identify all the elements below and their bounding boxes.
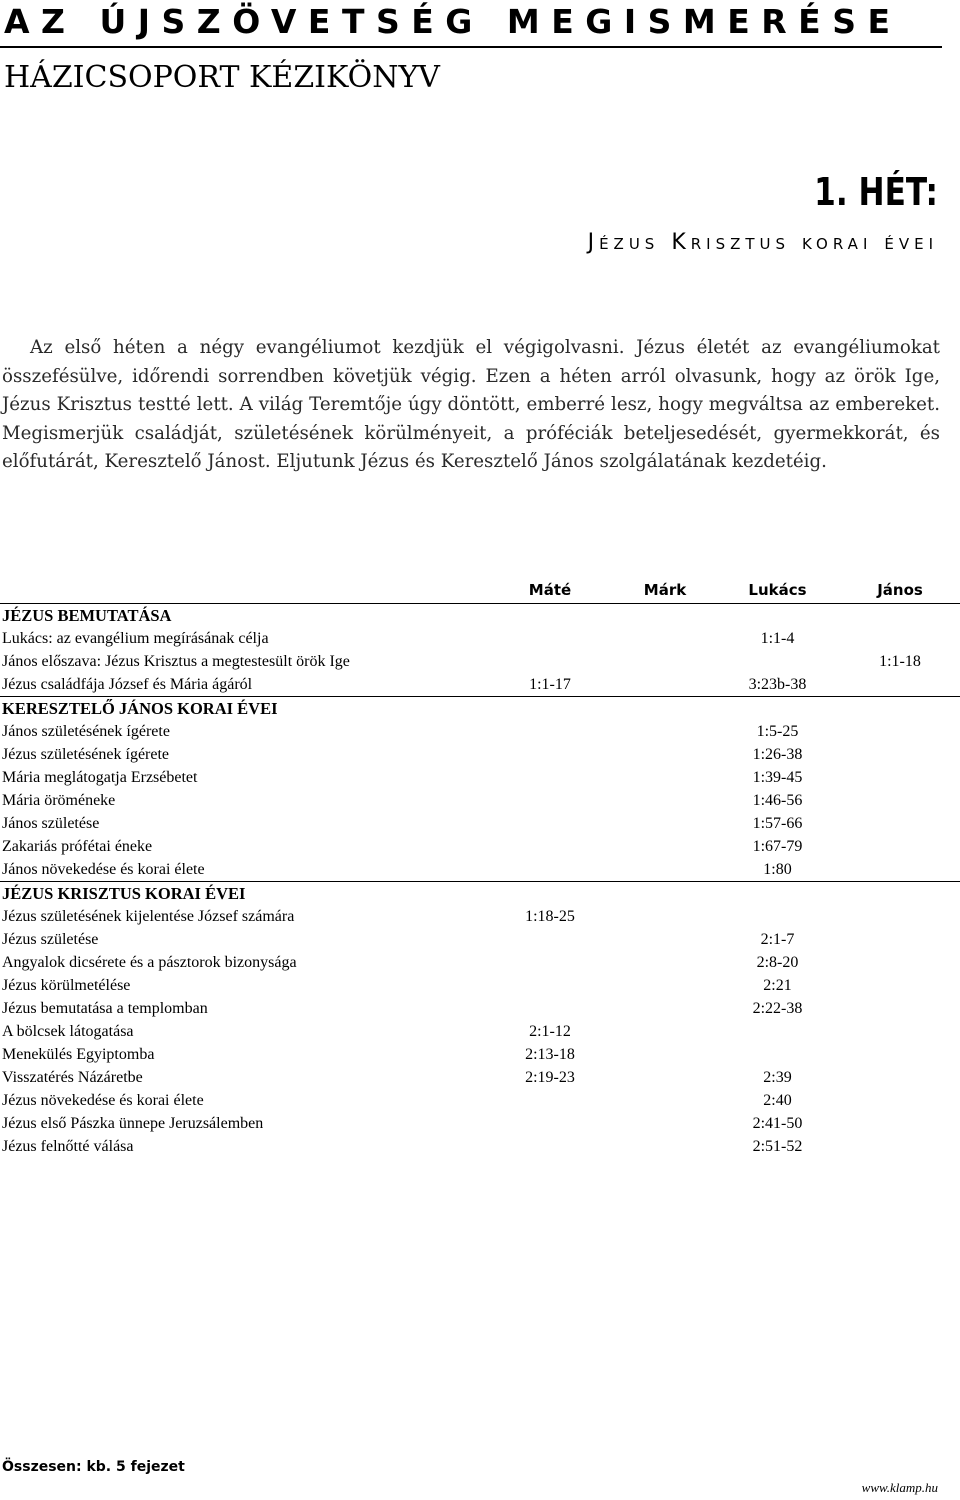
cell-mate: 1:1-17 — [529, 676, 571, 693]
cell-mate — [485, 743, 615, 766]
passage-label: Mária meglátogatja Erzsébetet — [2, 769, 198, 786]
cell-lukacs: 2:51-52 — [752, 1138, 803, 1155]
passage-label: Jézus körülmetélése — [2, 977, 131, 994]
section-title: JÉZUS KRISZTUS KORAI ÉVEI — [0, 882, 960, 906]
column-header-janos: János — [840, 578, 960, 604]
table-row — [0, 1089, 960, 1112]
cell-mate — [485, 997, 615, 1020]
total-chapters: Összesen: kb. 5 fejezet — [2, 1459, 185, 1475]
table-header-row — [0, 578, 960, 604]
intro-paragraph: Az első héten a négy evangéliumot kezdjük el végigolvasni. Jézus életét az evangéliumokat összefésülve, időrendi sorrendben követjük végig. Ezen a héten arról olvasunk, hogy az örök Ige, Jézus Krisztus testté lett. A világ Teremtője úgy döntött, emberré lesz, hogy megváltsa az embereket. Megismerjük családját, születésének körülményeit, a próféciák beteljesedését, gyermekkorát, és előfutárát, Keresztelő Jánost. Eljutunk Jézus és Keresztelő János szolgálatának kezdetéig. — [2, 337, 940, 472]
cell-lukacs: 2:8-20 — [756, 954, 799, 971]
cell-janos — [840, 789, 960, 812]
table-row — [0, 766, 960, 789]
cell-janos — [840, 835, 960, 858]
passage-label: Jézus növekedése és korai élete — [2, 1092, 204, 1109]
table-row — [0, 1043, 960, 1066]
passage-label: Jézus születésének kijelentése József számára — [2, 908, 295, 925]
cell-mark — [615, 1066, 715, 1089]
cell-janos — [840, 858, 960, 882]
cell-lukacs: 1:1-4 — [760, 630, 795, 647]
cell-mark — [615, 743, 715, 766]
cell-lukacs: 1:5-25 — [756, 723, 799, 740]
passage-label: Lukács: az evangélium megírásának célja — [2, 630, 269, 647]
table-row — [0, 743, 960, 766]
cell-lukacs — [715, 905, 840, 928]
passage-label: Menekülés Egyiptomba — [2, 1046, 155, 1063]
cell-janos: 1:1-18 — [879, 653, 921, 670]
cell-mate — [485, 928, 615, 951]
cell-lukacs: 1:57-66 — [752, 815, 803, 832]
cell-mark — [615, 1112, 715, 1135]
cell-mate — [485, 974, 615, 997]
website-url: www.klamp.hu — [861, 1480, 938, 1495]
cell-janos — [840, 673, 960, 697]
cell-janos — [840, 812, 960, 835]
passage-label: János növekedése és korai élete — [2, 861, 205, 878]
passage-label: Visszatérés Názáretbe — [2, 1069, 143, 1086]
passage-label: Jézus bemutatása a templomban — [2, 1000, 208, 1017]
cell-janos — [840, 1135, 960, 1158]
cell-janos — [840, 928, 960, 951]
cell-mate — [485, 951, 615, 974]
cell-mark — [615, 789, 715, 812]
cell-mate — [485, 766, 615, 789]
cell-mark — [615, 1043, 715, 1066]
cell-mate — [485, 650, 615, 673]
cell-lukacs — [715, 650, 840, 673]
cell-mark — [615, 1089, 715, 1112]
cell-mark — [615, 974, 715, 997]
cell-lukacs: 2:21 — [763, 977, 792, 994]
cell-janos — [840, 1112, 960, 1135]
cell-lukacs: 1:26-38 — [752, 746, 803, 763]
passage-label: Angyalok dicsérete és a pásztorok bizonysága — [2, 954, 297, 971]
cell-mark — [615, 766, 715, 789]
table-row — [0, 905, 960, 928]
cell-mark — [615, 997, 715, 1020]
cell-janos — [840, 1043, 960, 1066]
cell-mate: 1:18-25 — [525, 908, 575, 925]
table-row — [0, 1135, 960, 1158]
cell-janos — [840, 951, 960, 974]
cell-mate — [485, 1135, 615, 1158]
passage-label: Jézus születésének ígérete — [2, 746, 170, 763]
cell-mark — [615, 858, 715, 882]
cell-mate — [485, 720, 615, 743]
cell-mate: 2:19-23 — [525, 1069, 575, 1086]
cell-mate: 2:13-18 — [525, 1046, 575, 1063]
passage-label: Zakariás prófétai éneke — [2, 838, 153, 855]
table-body — [0, 604, 960, 1159]
column-header-mate: Máté — [485, 578, 615, 604]
cell-mark — [615, 812, 715, 835]
table-row — [0, 650, 960, 673]
series-title: AZ ÚJSZÖVETSÉG MEGISMERÉSE — [4, 2, 902, 41]
cell-janos — [840, 720, 960, 743]
cell-mark — [615, 928, 715, 951]
cell-lukacs — [715, 1020, 840, 1043]
table-row — [0, 951, 960, 974]
week-title: Jézus Krisztus korai évei — [587, 230, 938, 255]
section-header-row — [0, 604, 960, 628]
cell-lukacs: 2:1-7 — [760, 931, 795, 948]
table-row — [0, 835, 960, 858]
table-row — [0, 928, 960, 951]
cell-mate — [485, 789, 615, 812]
cell-janos — [840, 997, 960, 1020]
section-title: JÉZUS BEMUTATÁSA — [2, 606, 172, 625]
cell-mate — [485, 627, 615, 650]
handbook-title: HÁZICSOPORT KÉZIKÖNYV — [4, 60, 440, 95]
cell-mate — [485, 835, 615, 858]
table-row — [0, 627, 960, 650]
passage-label: Mária öröméneke — [2, 792, 116, 809]
table-row — [0, 720, 960, 743]
cell-lukacs: 2:40 — [763, 1092, 792, 1109]
table-row — [0, 858, 960, 882]
cell-lukacs: 1:46-56 — [752, 792, 803, 809]
section-title: KERESZTELŐ JÁNOS KORAI ÉVEI — [0, 697, 960, 721]
reading-plan-table — [0, 578, 960, 1158]
cell-mark — [615, 650, 715, 673]
title-divider — [0, 46, 942, 48]
cell-janos — [840, 627, 960, 650]
cell-mate — [485, 812, 615, 835]
cell-janos — [840, 766, 960, 789]
cell-janos — [840, 1020, 960, 1043]
column-header-lukacs: Lukács — [715, 578, 840, 604]
passage-label: Jézus születése — [2, 931, 99, 948]
table-row — [0, 974, 960, 997]
table-row — [0, 789, 960, 812]
cell-mark — [615, 951, 715, 974]
column-header-label — [0, 578, 485, 604]
cell-lukacs: 2:39 — [763, 1069, 792, 1086]
cell-mark — [615, 835, 715, 858]
cell-lukacs — [715, 1043, 840, 1066]
cell-janos — [840, 743, 960, 766]
passage-label: János előszava: Jézus Krisztus a megtestesült örök Ige — [2, 653, 350, 670]
passage-label: János születése — [2, 815, 100, 832]
cell-janos — [840, 905, 960, 928]
cell-mark — [615, 1020, 715, 1043]
cell-lukacs: 1:39-45 — [752, 769, 803, 786]
cell-mark — [615, 627, 715, 650]
section-header-row — [0, 882, 960, 906]
cell-janos — [840, 974, 960, 997]
passage-label: Jézus családfája József és Mária ágáról — [2, 676, 253, 693]
cell-mark — [615, 673, 715, 697]
table-row — [0, 673, 960, 697]
cell-janos — [840, 1089, 960, 1112]
table-row — [0, 1020, 960, 1043]
table-row — [0, 1112, 960, 1135]
cell-lukacs: 3:23b-38 — [748, 676, 807, 693]
cell-mark — [615, 1135, 715, 1158]
cell-lukacs: 1:80 — [763, 861, 792, 878]
cell-lukacs: 2:22-38 — [752, 1000, 803, 1017]
cell-lukacs: 1:67-79 — [752, 838, 803, 855]
table-row — [0, 812, 960, 835]
cell-mate — [485, 1112, 615, 1135]
section-header-row — [0, 697, 960, 721]
cell-mark — [615, 720, 715, 743]
table-row — [0, 1066, 960, 1089]
cell-mate — [485, 858, 615, 882]
cell-lukacs: 2:41-50 — [752, 1115, 803, 1132]
cell-mark — [615, 905, 715, 928]
passage-label: Jézus első Pászka ünnepe Jeruzsálemben — [2, 1115, 264, 1132]
passage-label: A bölcsek látogatása — [2, 1023, 134, 1040]
table-row — [0, 997, 960, 1020]
cell-janos — [840, 1066, 960, 1089]
cell-mate — [485, 1089, 615, 1112]
week-heading: 1. HÉT: — [814, 170, 938, 214]
passage-label: János születésének ígérete — [2, 723, 170, 740]
column-header-mark: Márk — [615, 578, 715, 604]
cell-mate: 2:1-12 — [529, 1023, 571, 1040]
passage-label: Jézus felnőtté válása — [2, 1138, 134, 1155]
